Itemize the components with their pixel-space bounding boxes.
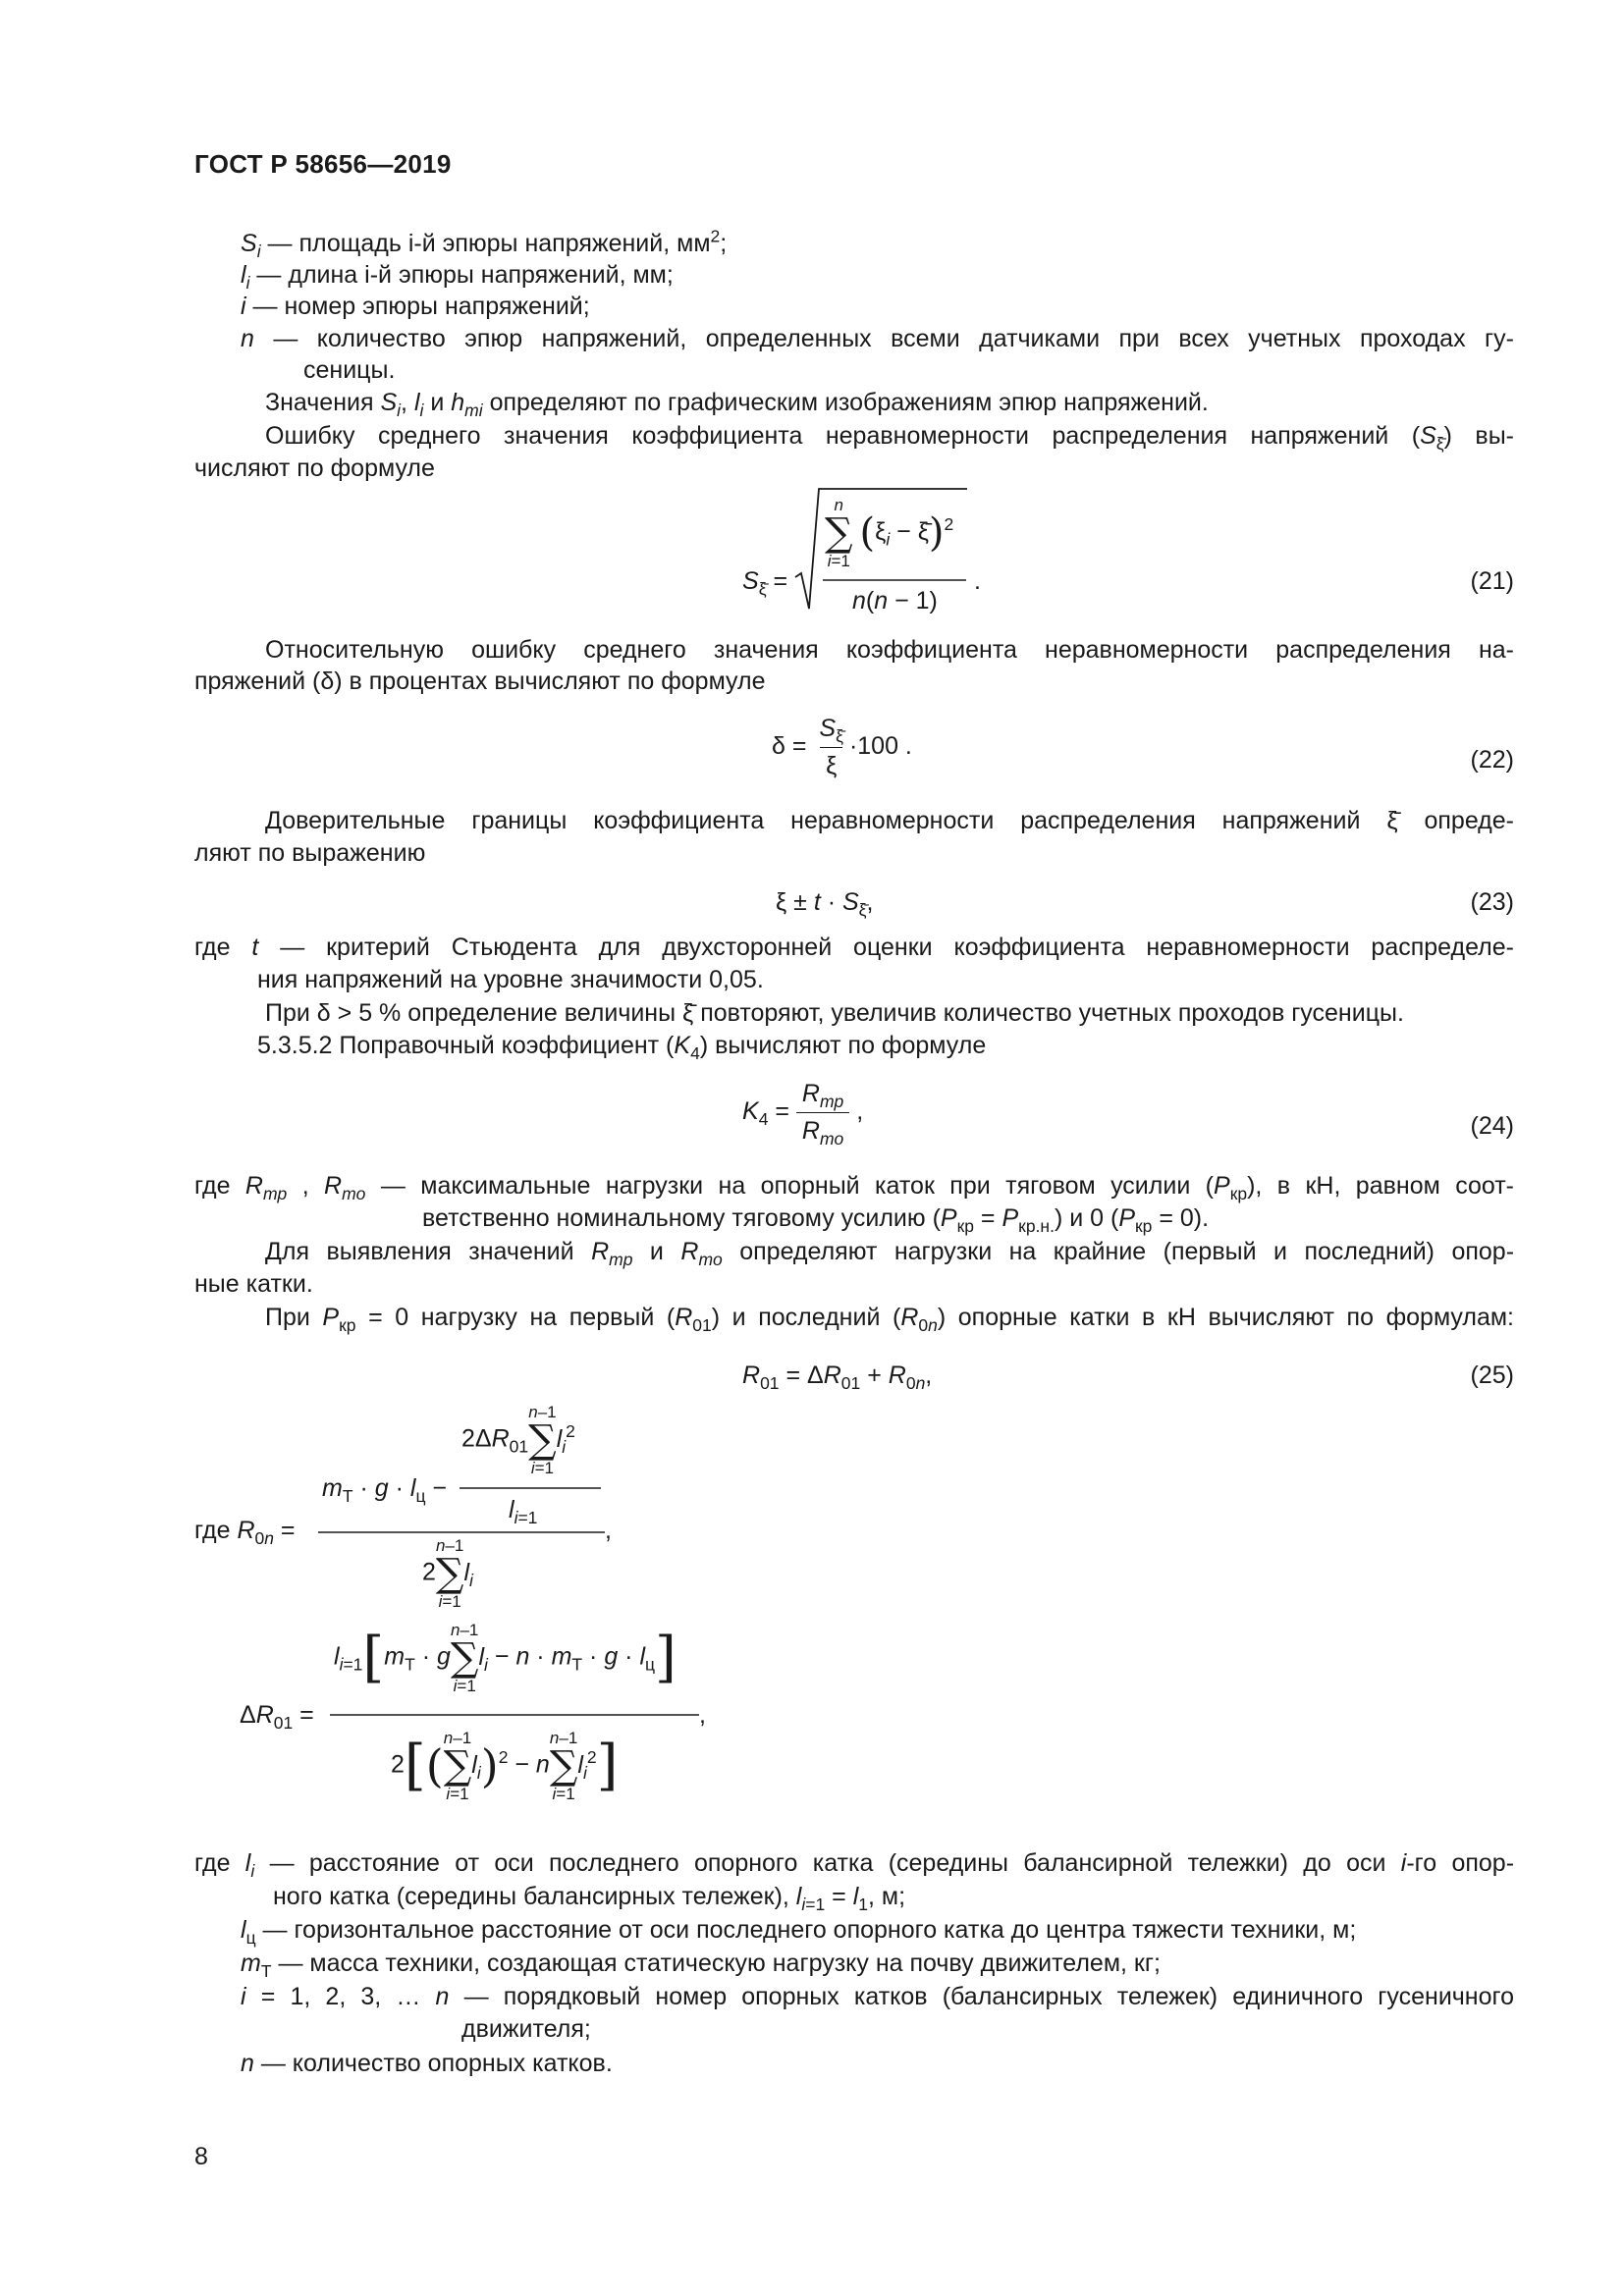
eq22-number: (22) bbox=[1470, 746, 1514, 774]
paragraph-error-line2: числяют по формуле bbox=[194, 454, 435, 482]
def-si: $S_i$ — площадь i-й эпюры напряжений, $мм^2$; bbox=[241, 226, 728, 262]
eq22: δ = $\frac{S_{\xī}}{\xi}$ ·100 . bbox=[772, 715, 912, 779]
dr01-numerator: $l_{i=1}[m_Т \cdot g$ n–1 ∑ i=1 $l_i - n \cdot m_Т \cdot g \cdot l_ц$] bbox=[334, 1621, 677, 1695]
def-rmp-line1: где $R_{mp}$ , $R_{mo}$ — максимальные нагрузки на опорный каток при тяговом усилии $(P_{кр})$, в кН, равном соот- bbox=[194, 1172, 1515, 1204]
def-i: i — номер эпюры напряжений; bbox=[241, 293, 590, 320]
def-n-line1: n — количество эпюр напряжений, определенных всеми датчиками при всех учетных проходах гу- bbox=[241, 325, 1514, 352]
dr01-comma: , bbox=[699, 1701, 706, 1729]
r0n-inner-bar bbox=[460, 1487, 605, 1491]
def-n-line2: сеницы. bbox=[303, 356, 396, 384]
paragraph-bounds-line2: ляют по выражению bbox=[194, 839, 426, 867]
eq25-number: (25) bbox=[1470, 1362, 1514, 1389]
paragraph-bounds-line1: Доверительные границы коэффициента неравномерности распределения напряжений ξ̄ опреде- bbox=[265, 807, 1514, 834]
r0n-main-bar bbox=[318, 1531, 613, 1535]
eq25-line1: $R_{01} = \Delta R_{01} + R_{0n}$, bbox=[742, 1362, 933, 1394]
def-li: $l_i$ — длина i-й эпюры напряжений, мм; bbox=[241, 261, 674, 294]
paragraph-delta: При δ > 5 % определение величины ξ̄ повторяют, увеличив количество учетных проходов гусеницы. bbox=[265, 999, 1404, 1027]
def-rmp-line2: ветственно номинальному тяговому усилию $(P_{кр} = P_{кр.н.})$ и 0 $(P_{кр} = 0)$. bbox=[422, 1204, 1210, 1237]
paragraph-k4: 5.3.5.2 Поправочный коэффициент $(K_4)$ вычисляют по формуле bbox=[257, 1032, 987, 1064]
eq21-lhs: $S_{\xī}$ = bbox=[742, 567, 788, 600]
dr01-denominator: 2[( n–1 ∑ i=1 $l_i)^2 - n$ n–1 ∑ i=1 $l_i^2$] bbox=[391, 1729, 619, 1803]
def-t-line1: где t — критерий Стьюдента для двухсторонней оценки коэффициента неравномерности распределе- bbox=[194, 934, 1514, 961]
paragraph-relative-line2: пряжений (δ) в процентах вычисляют по формуле bbox=[194, 667, 766, 695]
page-number: 8 bbox=[194, 2143, 208, 2170]
def-n2: n — количество опорных катков. bbox=[241, 2050, 613, 2077]
def-i2-line1: i = 1, 2, 3, … n — порядковый номер опорных катков (балансирных тележек) единичного гусеничного bbox=[241, 1983, 1514, 2010]
eq21-number: (21) bbox=[1470, 567, 1514, 595]
def-mt: $m_Т$ — масса техники, создающая статическую нагрузку на почву движителем, кг; bbox=[241, 1949, 1161, 1982]
paragraph-extreme-line2: ные катки. bbox=[194, 1270, 313, 1298]
r0n-denominator: 2 n–1 ∑ i=1 $l_i$ bbox=[422, 1536, 473, 1611]
r0n-lhs: где $R_{0n}$ = bbox=[194, 1517, 296, 1549]
eq23: $\xi \pm t \cdot S_{\xī}$, bbox=[776, 888, 874, 921]
paragraph-extreme-line1: Для выявления значений $R_{mp}$ и $R_{mo}$ определяют нагрузки на крайние (первый и последний) опор- bbox=[265, 1238, 1515, 1270]
def-i2-line2: движителя; bbox=[461, 2015, 591, 2043]
eq23-number: (23) bbox=[1470, 888, 1514, 916]
eq21-fraction-bar bbox=[823, 579, 970, 583]
def-lc: $l_ц$ — горизонтальное расстояние от оси последнего опорного катка до центра тяжести техники, м; bbox=[241, 1916, 1357, 1949]
dr01-main-bar bbox=[330, 1714, 703, 1718]
eq24: $K_4$ = $\frac{R_{mp}}{R_{mo}}$ , bbox=[742, 1080, 864, 1149]
eq21-numerator: n ∑ i=1 ($\xi_i$ − ξ̄)$^2$ bbox=[825, 496, 954, 570]
paragraph-relative-line1: Относительную ошибку среднего значения коэффициента неравномерности распределения на- bbox=[265, 636, 1514, 664]
dr01-lhs: $\Delta R_{01}$ = bbox=[240, 1701, 314, 1734]
r0n-inner-numerator: $2\Delta R_{01}$ n–1 ∑ i=1 $l_i^2$ bbox=[461, 1403, 575, 1477]
paragraph-values: Значения $S_i$, $l_i$ и $h_{mi}$ определяют по графическим изображениям эпюр напряжений. bbox=[265, 389, 1209, 421]
def-li2-line1: где $l_i$ — расстояние от оси последнего опорного катка (середины балансирной тележки) до оси i-го опор- bbox=[194, 1849, 1515, 1882]
def-t-line2: ния напряжений на уровне значимости 0,05. bbox=[257, 966, 764, 993]
paragraph-zero-load: При $P_{кр} = 0$ нагрузку на первый $(R_{01})$ и последний $(R_{0n})$ опорные катки в кН вычисляют по формулам: bbox=[265, 1304, 1514, 1336]
document-header: ГОСТ Р 58656—2019 bbox=[194, 149, 452, 179]
r0n-comma: , bbox=[605, 1517, 612, 1544]
eq24-number: (24) bbox=[1470, 1112, 1514, 1140]
def-li2-line2: ного катка (середины балансирных тележек), $l_{i=1} = l_1$, м; bbox=[273, 1883, 906, 1915]
r0n-inner-denominator: $l_{i=1}$ bbox=[509, 1496, 538, 1528]
r0n-mt-term: $m_Т \cdot g \cdot l_ц$ − bbox=[322, 1474, 448, 1507]
eq21-denominator: n(n − 1) bbox=[852, 587, 938, 614]
paragraph-error-line1: Ошибку среднего значения коэффициента неравномерности распределения напряжений $(S_{\xī})$ вы- bbox=[265, 422, 1514, 454]
eq21-period: . bbox=[974, 567, 981, 595]
